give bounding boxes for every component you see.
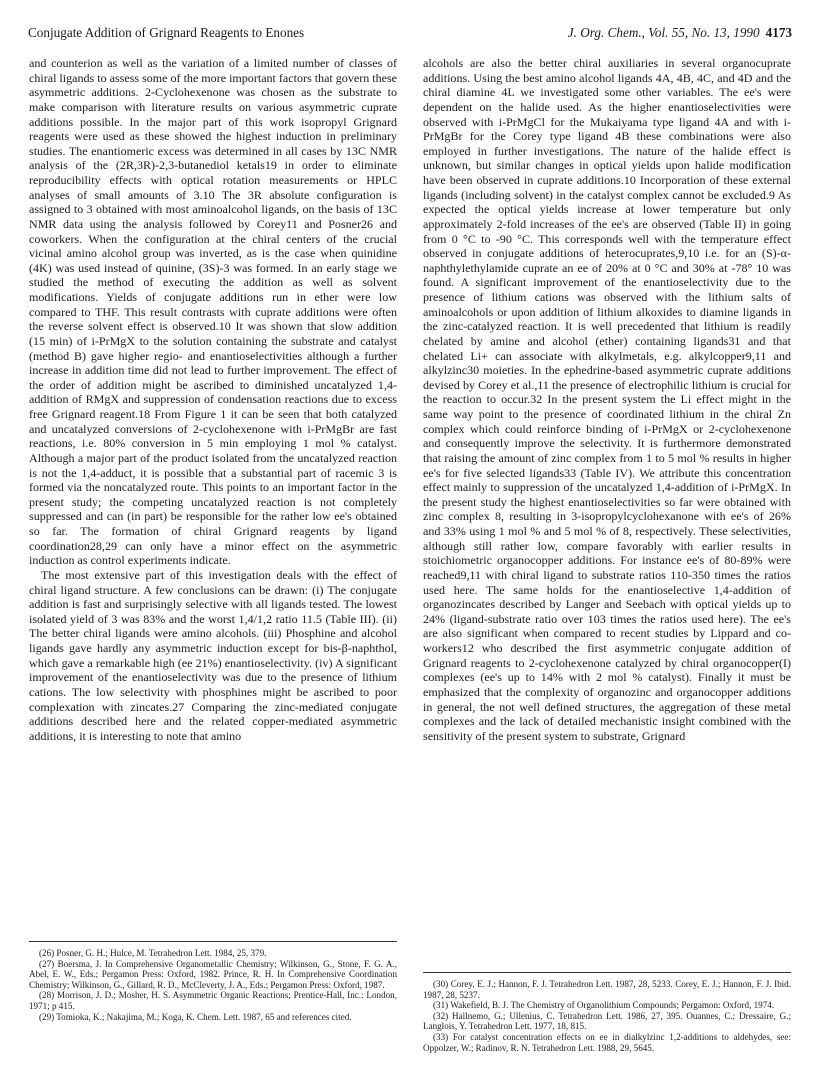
right-column <box>423 56 791 743</box>
page-header <box>28 24 792 42</box>
footnote <box>423 1011 791 1032</box>
left-paragraph-1 <box>29 56 397 568</box>
footnote <box>423 1000 791 1011</box>
journal-citation: J. Org. Chem., Vol. 55, No. 13, 1990 <box>567 25 760 40</box>
footnote <box>29 959 397 991</box>
footnote-text: (26) Posner, G. H.; Hulce, M. Tetrahedron Lett. 1984, 25, 379. <box>39 948 267 958</box>
footnote-text: (33) For catalyst concentration effects on ee in dialkylzinc 1,2-additions to aldehydes, see: Oppolzer, W.; Radinov, R. N. Tetrahedron Lett. 1988, 29, 5645. <box>423 1031 791 1053</box>
footnote-text: (31) Wakefield, B. J. The Chemistry of Organolithium Compounds; Pergamon: Oxford, 1974. <box>433 1000 775 1011</box>
right-paragraph-1-text: alcohols are also the better chiral auxiliaries in several organocuprate additions. Using the best amino alcohol ligands 4A, 4B, 4C, and 4D and the chiral diamine 4L we investigated some other variables. The ee's were dependent on the halide used. As the higher enantioselectivities were observed with i-PrMgCl for the Mukaiyama type ligand 4A and with i-PrMgBr for the Corey type ligand 4B these combinations were also employed in further investigations. The nature of the halide effect is unknown, but similar changes in optical yields upon halide modification have been observed in cuprate additions.10 Incorporation of these external ligands (including solvent) in the catalyst complex cannot be excluded.9 As expected the optical yields increase at lower temperature but only approximately 2-fold increases of the ee's are observed (Table II) in going from 0 °C to -90 °C. This corresponds well with the temperature effect observed in conjugate additions of heterocuprates,9,10 i.e. for an (S)-α-naphthylethylamide cuprate an ee of 20% at 0 °C and 30% at -78° 10 was found. A significant improvement of the enantioselectivity due to the presence of lithium cations was observed with the lithium salts of aminoalcohols or upon addition of lithium alkoxides to diamine ligands in the zinc-catalyzed reaction. It is well precedented that lithium is readily chelated by amine and alcohol (ether) containing ligands31 and that chelated Li+ can associate with alkylmetals, e.g. alkylcopper9,11 and alkylzinc30 moieties. In the ephedrine-based asymmetric cuprate additions devised by Corey et al.,11 the presence of electrophilic lithium is crucial for the reaction to occur.32 In the present system the Li effect might in the same way point to the presence of coordinated lithium in the chiral Zn complex which could reinforce binding of i-PrMgX or 2-cyclohexenone and consequently improve the selectivity. It is furthermore demonstrated that raising the amount of zinc complex from 1 to 5 mol % results in higher ee's for five selected ligands33 (Table IV). We attribute this concentration effect mainly to suppression of the uncatalyzed 1,4-addition of i-PrMgX. In the present study the highest enantioselectivities so far were obtained with zinc complex 8, resulting in 3-isopropylcyclohexanone with ee's of 26% and 33% using 1 mol % and 5 mol % of 8, respectively. These selectivities, although still rather low, compare favorably with earlier results in stoichiometric organocopper additions. For instance ee's of 80-89% were reached9,11 with chiral ligand to substrate ratios 110-350 times the ratios used here. The same holds for the enantioselective 1,4-addition of organozincates described by Langer and Seebach with optical yields up to 24% (ligand-substrate ratio over 103 times the ratios used here). The ee's are also significant when compared to recent studies by Lippard and co-workers12 who described the first asymmetric conjugate addition of Grignard reagents to 2-cyclohexenone catalyzed by chiral organocopper(I) complexes (ee's up to 14% with 2 mol % catalyst). Finally it must be emphasized that the complexity of organozinc and organocopper additions in general, the not well defined structures, the aggregation of these metal complexes and the lack of detailed mechanistic insight combined with the sensitivity of the present system to substrate, Grignard <box>423 56 791 743</box>
left-paragraph-2 <box>29 568 397 744</box>
footnote <box>423 979 791 1000</box>
left-column <box>29 56 397 743</box>
footnote-text: (32) Hallnemo, G.; Ullenius, C. Tetrahedron Lett. 1986, 27, 395. Ouannes, C.; Dressaire, G.; Langlois, Y. Tetrahedron Lett. 1977, 18, 815. <box>423 1010 791 1032</box>
footnote-text: (30) Corey, E. J.; Hannon, F. J. Tetrahedron Lett. 1987, 28, 5233. Corey, E. J.; Hannon, F. J. Ibid. 1987, 28, 5237. <box>423 979 791 1000</box>
footnote-divider-right <box>423 972 791 973</box>
footnote <box>29 948 397 959</box>
left-paragraph-2-text: The most extensive part of this investigation deals with the effect of chiral ligand structure. A few conclusions can be drawn: (i) The conjugate addition is fast and surprisingly selective with all ligands tested. The lowest isolated yield of 3 was 83% and the worst 1,4/1,2 ratio 11.5 (Table III). (ii) The better chiral ligands were amino alcohols. (iii) Phosphine and alcohol ligands gave hardly any asymmetric induction except for bis-β-naphthol, which gave a remarkable high (ee 21%) enantioselectivity. (iv) A significant improvement of the enantioselectivity was due to the presence of lithium cations. The low selectivity with phosphines might be ascribed to poor complexation with zincates.27 Comparing the zinc-mediated conjugate additions described here and the related copper-mediated asymmetric additions, it is interesting to note that amino <box>29 567 397 743</box>
right-paragraph-1 <box>423 56 791 743</box>
journal-header-right <box>568 24 792 42</box>
footnote <box>29 990 397 1011</box>
running-title: Conjugate Addition of Grignard Reagents to Enones <box>28 25 305 40</box>
footnotes-right <box>423 979 791 1053</box>
footnote-divider-left <box>29 941 397 942</box>
page-number: 4173 <box>765 25 792 40</box>
footnote-text: (29) Tomioka, K.; Nakajima, M.; Koga, K. Chem. Lett. 1987, 65 and references cited. <box>39 1011 352 1022</box>
footnote-text: (27) Boersma, J. In Comprehensive Organometallic Chemistry; Wilkinson, G., Stone, F. G. A., Abel, E. W., Eds.; Pergamon Press: Oxford, 1982. Prince, R. H. In Comprehensive Coordination Chemistry; Wilkinson, G., Gillard, R. D., McCleverty, J. A., Eds.; Pergamon Press: Oxford, 1987. <box>29 958 397 990</box>
left-paragraph-1-text: and counterion as well as the variation of a limited number of classes of chiral ligands to assess some of the more important factors that govern these asymmetric additions. 2-Cyclohexenone was chosen as the substrate to make comparison with literature results on various asymmetric cuprate additions possible. In the major part of this work isopropyl Grignard reagents were used as these showed the highest induction in preliminary studies. The enantiomeric excess was determined in all cases by 13C NMR analysis of the (2R,3R)-2,3-butanediol ketals19 in order to eliminate reproducibility effects with optical rotation measurements or HPLC analyses of small amounts of 3.10 The 3R absolute configuration is assigned to 3 obtained with most aminoalcohol ligands, on the basis of 13C NMR data using the analysis followed by Corey11 and Posner26 and coworkers. When the configuration at the chiral centers of the crucial vicinal amino alcohol group was inverted, as is the case when quinidine (4K) was used instead of quinine, (3S)-3 was formed. In an early stage we studied the method of executing the addition as well as solvent modifications. Yields of conjugate additions run in ether were low compared to THF. This result contrasts with cuprate additions were often the reverse solvent effect is observed.10 It was shown that slow addition (15 min) of i-PrMgX to the solution containing the substrate and catalyst (method B) gave higher regio- and enantioselectivities although a further increase in addition time did not lead to further improvement. The effect of the order of addition might be ascribed to diminished uncatalyzed 1,4-addition of RMgX and suppression of condensation reactions due to excess free Grignard reagent.18 From Figure 1 it can be seen that both catalyzed and uncatalyzed conversions of 2-cyclohexenone with i-PrMgBr are fast reactions, i.e. 80% conversion in 5 min employing 1 mol % catalyst. Although a major part of the product isolated from the uncatalyzed reaction is not the 1,4-adduct, it is possible that a substantial part of racemic 3 is formed via the noncatalyzed route. This points to an important factor in the present study; the competing uncatalyzed reaction is not completely suppressed and can (in part) be responsible for the rather low ee's obtained so far. The formation of chiral Grignard reagents by ligand coordination28,29 can only have a minor effect on the asymmetric induction as control experiments indicate. <box>29 56 398 568</box>
footnote-text: (28) Morrison, J. D.; Mosher, H. S. Asymmetric Organic Reactions; Prentice-Hall, Inc.: London, 1971; p 415. <box>29 990 397 1011</box>
footnote <box>423 1032 791 1053</box>
footnote <box>29 1012 397 1023</box>
footnotes-left <box>29 948 397 1022</box>
